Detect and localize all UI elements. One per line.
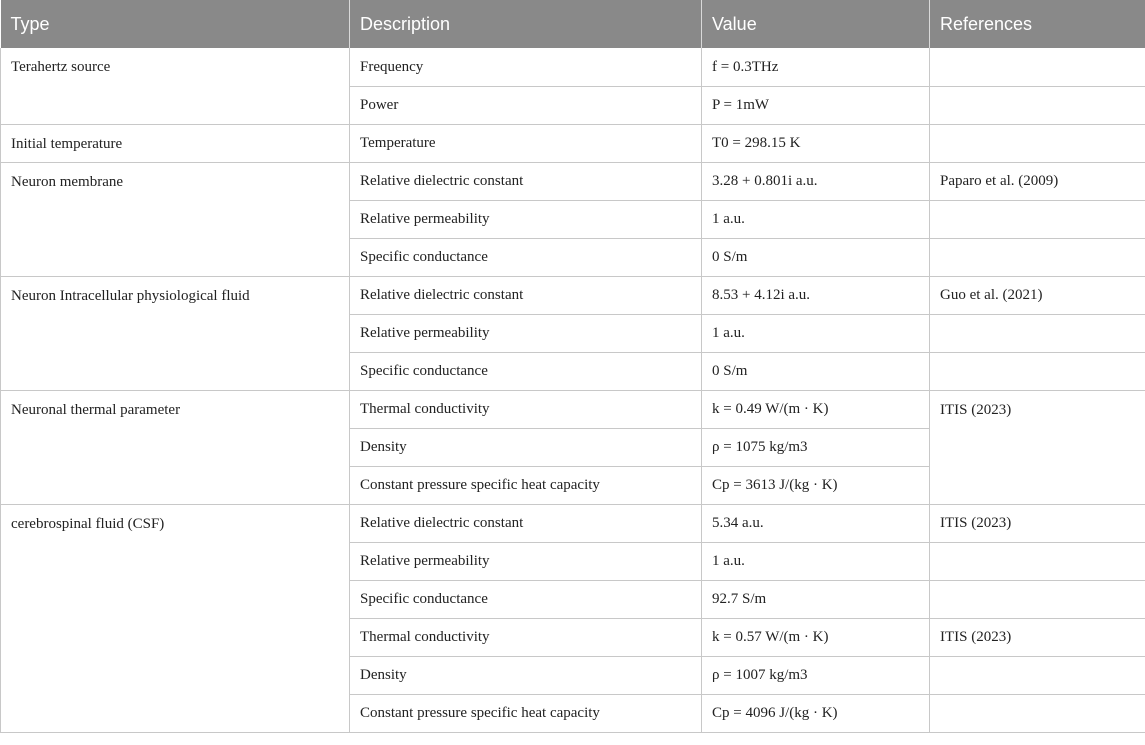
reference-cell	[930, 656, 1145, 694]
description-cell: Thermal conductivity	[350, 390, 702, 428]
value-cell: P = 1mW	[702, 86, 930, 124]
header-value: Value	[702, 0, 930, 48]
reference-cell	[930, 200, 1145, 238]
reference-cell	[930, 580, 1145, 618]
value-cell: 0 S/m	[702, 352, 930, 390]
description-cell: Thermal conductivity	[350, 618, 702, 656]
description-cell: Relative permeability	[350, 542, 702, 580]
value-cell: 1 a.u.	[702, 542, 930, 580]
description-cell: Relative dielectric constant	[350, 504, 702, 542]
description-cell: Density	[350, 428, 702, 466]
type-cell: Neuron Intracellular physiological fluid	[1, 276, 350, 390]
reference-cell: Paparo et al. (2009)	[930, 162, 1145, 200]
reference-cell: Guo et al. (2021)	[930, 276, 1145, 314]
description-cell: Relative permeability	[350, 314, 702, 352]
type-cell: Neuronal thermal parameter	[1, 390, 350, 504]
reference-cell	[930, 124, 1145, 162]
value-cell: f = 0.3THz	[702, 48, 930, 86]
description-cell: Specific conductance	[350, 580, 702, 618]
description-cell: Relative dielectric constant	[350, 276, 702, 314]
value-cell: Cp = 4096 J/(kg · K)	[702, 694, 930, 732]
reference-cell	[930, 314, 1145, 352]
type-cell: Terahertz source	[1, 48, 350, 124]
reference-cell: ITIS (2023)	[930, 504, 1145, 542]
table-row	[1, 390, 1145, 428]
table-row	[1, 48, 1145, 86]
value-cell: T0 = 298.15 K	[702, 124, 930, 162]
reference-cell	[930, 48, 1145, 86]
value-cell: ρ = 1075 kg/m3	[702, 428, 930, 466]
header-references: References	[930, 0, 1145, 48]
value-cell: Cp = 3613 J/(kg · K)	[702, 466, 930, 504]
reference-cell	[930, 238, 1145, 276]
description-cell: Constant pressure specific heat capacity	[350, 694, 702, 732]
value-cell: ρ = 1007 kg/m3	[702, 656, 930, 694]
description-cell: Specific conductance	[350, 352, 702, 390]
reference-cell	[930, 542, 1145, 580]
value-cell: 3.28 + 0.801i a.u.	[702, 162, 930, 200]
table-row	[1, 504, 1145, 542]
value-cell: 1 a.u.	[702, 200, 930, 238]
description-cell: Power	[350, 86, 702, 124]
header-row	[1, 0, 1145, 48]
description-cell: Relative permeability	[350, 200, 702, 238]
value-cell: 0 S/m	[702, 238, 930, 276]
type-cell: Initial temperature	[1, 124, 350, 162]
type-cell: cerebrospinal fluid (CSF)	[1, 504, 350, 732]
table-row	[1, 124, 1145, 162]
value-cell: k = 0.57 W/(m · K)	[702, 618, 930, 656]
description-cell: Constant pressure specific heat capacity	[350, 466, 702, 504]
reference-cell	[930, 352, 1145, 390]
description-cell: Temperature	[350, 124, 702, 162]
reference-cell	[930, 694, 1145, 732]
table-row	[1, 162, 1145, 200]
value-cell: k = 0.49 W/(m · K)	[702, 390, 930, 428]
header-type: Type	[1, 0, 350, 48]
table-row	[1, 276, 1145, 314]
value-cell: 8.53 + 4.12i a.u.	[702, 276, 930, 314]
type-cell: Neuron membrane	[1, 162, 350, 276]
value-cell: 1 a.u.	[702, 314, 930, 352]
description-cell: Relative dielectric constant	[350, 162, 702, 200]
value-cell: 5.34 a.u.	[702, 504, 930, 542]
reference-cell: ITIS (2023)	[930, 618, 1145, 656]
reference-cell: ITIS (2023)	[930, 390, 1145, 504]
description-cell: Density	[350, 656, 702, 694]
description-cell: Frequency	[350, 48, 702, 86]
reference-cell	[930, 86, 1145, 124]
header-description: Description	[350, 0, 702, 48]
value-cell: 92.7 S/m	[702, 580, 930, 618]
description-cell: Specific conductance	[350, 238, 702, 276]
